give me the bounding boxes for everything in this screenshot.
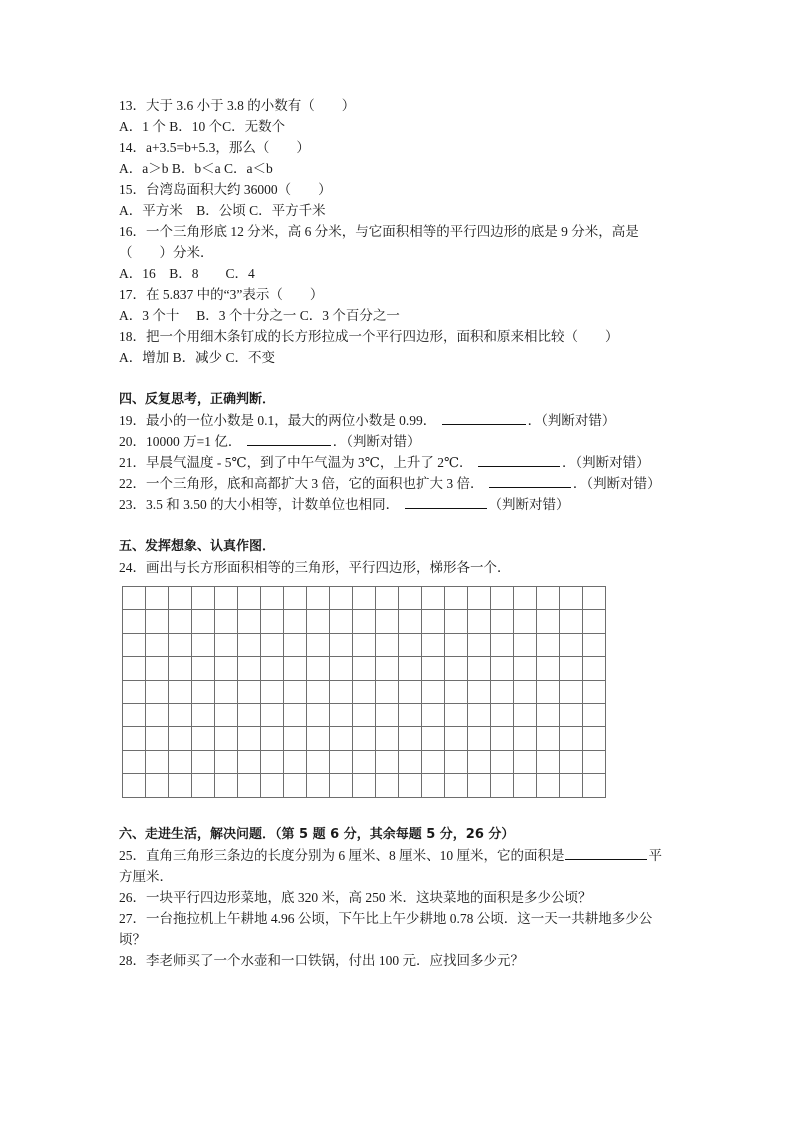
grid-cell[interactable] bbox=[376, 727, 399, 750]
question-13 bbox=[119, 95, 679, 137]
question-options: A．16 B．8 C．4 bbox=[119, 266, 255, 281]
grid-cell[interactable] bbox=[330, 610, 353, 633]
grid-cell[interactable] bbox=[537, 633, 560, 656]
grid-cell[interactable] bbox=[468, 703, 491, 726]
question-28: 28．李老师买了一个水壶和一口铁锅，付出 100 元．应找回多少元？ bbox=[119, 952, 524, 968]
grid-cell[interactable] bbox=[514, 680, 537, 703]
question-26: 26．一块平行四边形菜地，底 320 米，高 250 米．这块菜地的面积是多少公顷？ bbox=[119, 889, 592, 905]
grid-cell[interactable] bbox=[215, 657, 238, 680]
grid-row bbox=[123, 610, 606, 633]
grid-cell[interactable] bbox=[215, 727, 238, 750]
grid-cell[interactable] bbox=[422, 774, 445, 797]
question-options: A．a＞b B．b＜a C．a＜b bbox=[119, 161, 273, 176]
question-27-continued: 顷？ bbox=[119, 931, 146, 947]
grid-cell[interactable] bbox=[514, 727, 537, 750]
grid-cell[interactable] bbox=[514, 774, 537, 797]
question-24: 24．画出与长方形面积相等的三角形，平行四边形，梯形各一个． bbox=[119, 560, 511, 575]
grid-cell[interactable] bbox=[146, 727, 169, 750]
question-18 bbox=[119, 326, 679, 368]
question-27: 27．一台拖拉机上午耕地 4.96 公顷，下午比上午少耕地 0.78 公顷．这一天一共耕地多少公 bbox=[119, 910, 653, 926]
question-25-continued: 方厘米． bbox=[119, 868, 173, 884]
grid-cell[interactable] bbox=[169, 680, 192, 703]
grid-cell[interactable] bbox=[123, 727, 146, 750]
grid-cell[interactable] bbox=[399, 774, 422, 797]
grid-cell[interactable] bbox=[491, 587, 514, 610]
grid-cell[interactable] bbox=[445, 633, 468, 656]
grid-cell[interactable] bbox=[376, 587, 399, 610]
spacer bbox=[119, 368, 679, 389]
question-text: 20．10000 万=1 亿． bbox=[119, 434, 242, 449]
grid-row bbox=[123, 587, 606, 610]
grid-cell[interactable] bbox=[583, 774, 606, 797]
grid-cell[interactable] bbox=[353, 633, 376, 656]
grid-cell[interactable] bbox=[169, 587, 192, 610]
grid-cell[interactable] bbox=[307, 587, 330, 610]
grid-cell[interactable] bbox=[123, 750, 146, 773]
grid-cell[interactable] bbox=[169, 750, 192, 773]
grid-cell[interactable] bbox=[468, 610, 491, 633]
grid-cell[interactable] bbox=[560, 750, 583, 773]
grid-cell[interactable] bbox=[399, 680, 422, 703]
unit-text: 平 bbox=[648, 847, 662, 863]
question-stem: 15．台湾岛面积大约 36000（ ） bbox=[119, 182, 332, 197]
grid-cell[interactable] bbox=[422, 680, 445, 703]
spacer bbox=[119, 798, 679, 824]
grid-cell[interactable] bbox=[307, 703, 330, 726]
grid-cell[interactable] bbox=[399, 750, 422, 773]
grid-cell[interactable] bbox=[192, 587, 215, 610]
judge-suffix: ．（判断对错） bbox=[332, 434, 421, 449]
grid-cell[interactable] bbox=[353, 703, 376, 726]
question-14 bbox=[119, 137, 679, 179]
grid-cell[interactable] bbox=[537, 727, 560, 750]
grid-cell[interactable] bbox=[560, 633, 583, 656]
grid-cell[interactable] bbox=[353, 587, 376, 610]
question-options: A．3 个十 B．3 个十分之一 C．3 个百分之一 bbox=[119, 308, 400, 323]
grid-cell[interactable] bbox=[307, 750, 330, 773]
grid-cell[interactable] bbox=[399, 657, 422, 680]
grid-cell[interactable] bbox=[238, 587, 261, 610]
grid-cell[interactable] bbox=[376, 774, 399, 797]
grid-cell[interactable] bbox=[491, 727, 514, 750]
question-options: A．增加 B．减少 C．不变 bbox=[119, 350, 276, 365]
grid-cell[interactable] bbox=[399, 633, 422, 656]
grid-cell[interactable] bbox=[307, 633, 330, 656]
section-heading-4: 四、反复思考，正确判断． bbox=[119, 392, 276, 407]
grid-cell[interactable] bbox=[169, 703, 192, 726]
grid-cell[interactable] bbox=[169, 657, 192, 680]
grid-cell[interactable] bbox=[215, 750, 238, 773]
grid-row bbox=[123, 703, 606, 726]
grid-row bbox=[123, 774, 606, 797]
grid-cell[interactable] bbox=[192, 610, 215, 633]
grid-cell[interactable] bbox=[445, 703, 468, 726]
grid-cell[interactable] bbox=[169, 727, 192, 750]
question-text: 22．一个三角形，底和高都扩大 3 倍，它的面积也扩大 3 倍． bbox=[119, 476, 484, 491]
grid-cell[interactable] bbox=[330, 703, 353, 726]
grid-cell[interactable] bbox=[537, 750, 560, 773]
grid-cell[interactable] bbox=[537, 774, 560, 797]
grid-cell[interactable] bbox=[238, 680, 261, 703]
grid-cell[interactable] bbox=[146, 610, 169, 633]
grid-cell[interactable] bbox=[583, 680, 606, 703]
grid-cell[interactable] bbox=[284, 750, 307, 773]
question-20 bbox=[119, 431, 679, 452]
judge-suffix: （判断对错） bbox=[488, 497, 570, 512]
answer-blank[interactable] bbox=[489, 474, 571, 488]
grid-cell[interactable] bbox=[261, 587, 284, 610]
drawing-grid[interactable] bbox=[122, 586, 606, 798]
grid-row bbox=[123, 657, 606, 680]
grid-cell[interactable] bbox=[376, 633, 399, 656]
grid-cell[interactable] bbox=[537, 587, 560, 610]
grid-cell[interactable] bbox=[330, 587, 353, 610]
grid-cell[interactable] bbox=[445, 774, 468, 797]
grid-cell[interactable] bbox=[468, 587, 491, 610]
question-22 bbox=[119, 473, 679, 494]
grid-cell[interactable] bbox=[146, 680, 169, 703]
grid-cell[interactable] bbox=[583, 610, 606, 633]
grid-cell[interactable] bbox=[330, 727, 353, 750]
grid-cell[interactable] bbox=[353, 750, 376, 773]
grid-cell[interactable] bbox=[491, 657, 514, 680]
grid-cell[interactable] bbox=[261, 727, 284, 750]
grid-cell[interactable] bbox=[238, 703, 261, 726]
question-15 bbox=[119, 179, 679, 221]
grid-cell[interactable] bbox=[445, 750, 468, 773]
grid-row bbox=[123, 680, 606, 703]
grid-cell[interactable] bbox=[353, 727, 376, 750]
grid-cell[interactable] bbox=[445, 587, 468, 610]
grid-cell[interactable] bbox=[491, 610, 514, 633]
grid-cell[interactable] bbox=[560, 587, 583, 610]
grid-cell[interactable] bbox=[146, 774, 169, 797]
grid-cell[interactable] bbox=[261, 680, 284, 703]
grid-cell[interactable] bbox=[146, 587, 169, 610]
grid-cell[interactable] bbox=[445, 610, 468, 633]
grid-cell[interactable] bbox=[123, 633, 146, 656]
grid-cell[interactable] bbox=[491, 750, 514, 773]
grid-cell[interactable] bbox=[261, 703, 284, 726]
grid-cell[interactable] bbox=[330, 774, 353, 797]
grid-cell[interactable] bbox=[560, 703, 583, 726]
grid-cell[interactable] bbox=[422, 703, 445, 726]
grid-cell[interactable] bbox=[261, 750, 284, 773]
question-19 bbox=[119, 410, 679, 431]
grid-cell[interactable] bbox=[215, 680, 238, 703]
grid-cell[interactable] bbox=[353, 774, 376, 797]
grid-cell[interactable] bbox=[307, 610, 330, 633]
grid-cell[interactable] bbox=[468, 657, 491, 680]
grid-cell[interactable] bbox=[146, 750, 169, 773]
grid-cell[interactable] bbox=[215, 587, 238, 610]
grid-cell[interactable] bbox=[583, 703, 606, 726]
grid-cell[interactable] bbox=[307, 680, 330, 703]
grid-cell[interactable] bbox=[399, 610, 422, 633]
grid-cell[interactable] bbox=[560, 680, 583, 703]
grid-cell[interactable] bbox=[215, 774, 238, 797]
section-heading-5: 五、发挥想象、认真作图． bbox=[119, 539, 276, 554]
grid-cell[interactable] bbox=[537, 657, 560, 680]
answer-blank[interactable] bbox=[405, 495, 487, 509]
grid-cell[interactable] bbox=[353, 657, 376, 680]
question-stem-continued: （ ）分米． bbox=[119, 245, 214, 260]
grid-cell[interactable] bbox=[261, 774, 284, 797]
answer-blank[interactable] bbox=[247, 432, 331, 446]
grid-cell[interactable] bbox=[238, 610, 261, 633]
grid-cell[interactable] bbox=[422, 727, 445, 750]
grid-cell[interactable] bbox=[192, 703, 215, 726]
grid-cell[interactable] bbox=[307, 657, 330, 680]
grid-cell[interactable] bbox=[169, 633, 192, 656]
grid-cell[interactable] bbox=[192, 680, 215, 703]
grid-cell[interactable] bbox=[399, 587, 422, 610]
grid-cell[interactable] bbox=[284, 610, 307, 633]
answer-blank[interactable] bbox=[565, 846, 647, 860]
grid-cell[interactable] bbox=[330, 680, 353, 703]
grid-cell[interactable] bbox=[353, 680, 376, 703]
grid-cell[interactable] bbox=[284, 680, 307, 703]
grid-cell[interactable] bbox=[192, 633, 215, 656]
grid-cell[interactable] bbox=[376, 680, 399, 703]
grid-cell[interactable] bbox=[146, 703, 169, 726]
grid-cell[interactable] bbox=[583, 587, 606, 610]
grid-cell[interactable] bbox=[123, 774, 146, 797]
grid-cell[interactable] bbox=[307, 774, 330, 797]
judge-suffix: ．（判断对错） bbox=[572, 476, 661, 491]
grid-cell[interactable] bbox=[307, 727, 330, 750]
grid-cell[interactable] bbox=[123, 587, 146, 610]
grid-cell[interactable] bbox=[215, 610, 238, 633]
question-text: 23．3.5 和 3.50 的大小相等，计数单位也相同． bbox=[119, 497, 400, 512]
grid-cell[interactable] bbox=[261, 610, 284, 633]
grid-cell[interactable] bbox=[468, 633, 491, 656]
grid-cell[interactable] bbox=[330, 633, 353, 656]
grid-cell[interactable] bbox=[238, 750, 261, 773]
grid-cell[interactable] bbox=[583, 633, 606, 656]
answer-blank[interactable] bbox=[442, 411, 526, 425]
grid-cell[interactable] bbox=[376, 610, 399, 633]
grid-cell[interactable] bbox=[215, 703, 238, 726]
grid-cell[interactable] bbox=[284, 657, 307, 680]
grid-cell[interactable] bbox=[399, 703, 422, 726]
grid-cell[interactable] bbox=[445, 727, 468, 750]
grid-cell[interactable] bbox=[215, 633, 238, 656]
grid-cell[interactable] bbox=[537, 610, 560, 633]
grid-cell[interactable] bbox=[514, 750, 537, 773]
grid-cell[interactable] bbox=[261, 633, 284, 656]
grid-cell[interactable] bbox=[376, 703, 399, 726]
question-options: A．1 个 B．10 个C．无数个 bbox=[119, 119, 286, 134]
grid-cell[interactable] bbox=[445, 680, 468, 703]
grid-cell[interactable] bbox=[468, 774, 491, 797]
question-stem: 14．a+3.5=b+5.3，那么（ ） bbox=[119, 140, 310, 155]
question-text: 21．早晨气温度 - 5℃，到了中午气温为 3℃，上升了 2℃． bbox=[119, 455, 473, 470]
grid-cell[interactable] bbox=[422, 750, 445, 773]
grid-cell[interactable] bbox=[284, 633, 307, 656]
grid-cell[interactable] bbox=[376, 750, 399, 773]
grid-cell[interactable] bbox=[537, 680, 560, 703]
grid-cell[interactable] bbox=[330, 750, 353, 773]
question-stem: 18．把一个用细木条钉成的长方形拉成一个平行四边形，面积和原来相比较（ ） bbox=[119, 329, 619, 344]
grid-cell[interactable] bbox=[123, 657, 146, 680]
section-heading-6: 六、走进生活，解决问题．（第 5 题 6 分，其余每题 5 分，26 分） bbox=[119, 826, 515, 842]
grid-cell[interactable] bbox=[468, 750, 491, 773]
grid-cell[interactable] bbox=[560, 727, 583, 750]
grid-cell[interactable] bbox=[491, 703, 514, 726]
spacer bbox=[119, 515, 679, 536]
grid-cell[interactable] bbox=[422, 587, 445, 610]
grid-cell[interactable] bbox=[123, 610, 146, 633]
grid-cell[interactable] bbox=[146, 657, 169, 680]
judge-suffix: ．（判断对错） bbox=[527, 413, 616, 428]
grid-cell[interactable] bbox=[169, 774, 192, 797]
grid-cell[interactable] bbox=[192, 657, 215, 680]
grid-cell[interactable] bbox=[560, 657, 583, 680]
grid-cell[interactable] bbox=[583, 750, 606, 773]
grid-row bbox=[123, 727, 606, 750]
grid-cell[interactable] bbox=[330, 657, 353, 680]
grid-cell[interactable] bbox=[491, 633, 514, 656]
grid-cell[interactable] bbox=[238, 774, 261, 797]
judge-suffix: ．（判断对错） bbox=[561, 455, 650, 470]
grid-cell[interactable] bbox=[422, 633, 445, 656]
grid-cell[interactable] bbox=[146, 633, 169, 656]
question-text: 25．直角三角形三条边的长度分别为 6 厘米、8 厘米、10 厘米，它的面积是 bbox=[119, 847, 565, 863]
grid-cell[interactable] bbox=[169, 610, 192, 633]
grid-cell[interactable] bbox=[192, 750, 215, 773]
grid-cell[interactable] bbox=[560, 774, 583, 797]
grid-cell[interactable] bbox=[491, 680, 514, 703]
grid-cell[interactable] bbox=[284, 703, 307, 726]
grid-cell[interactable] bbox=[514, 657, 537, 680]
question-17 bbox=[119, 284, 679, 326]
question-16 bbox=[119, 221, 679, 284]
grid-cell[interactable] bbox=[123, 680, 146, 703]
grid-cell[interactable] bbox=[238, 727, 261, 750]
grid-cell[interactable] bbox=[583, 727, 606, 750]
grid-cell[interactable] bbox=[537, 703, 560, 726]
grid-cell[interactable] bbox=[284, 727, 307, 750]
grid-cell[interactable] bbox=[192, 727, 215, 750]
grid-cell[interactable] bbox=[238, 657, 261, 680]
grid-cell[interactable] bbox=[583, 657, 606, 680]
grid-cell[interactable] bbox=[123, 703, 146, 726]
question-stem: 13．大于 3.6 小于 3.8 的小数有（ ） bbox=[119, 98, 356, 113]
drawing-grid-container bbox=[122, 586, 679, 798]
grid-cell[interactable] bbox=[192, 774, 215, 797]
grid-cell[interactable] bbox=[514, 587, 537, 610]
grid-row bbox=[123, 633, 606, 656]
question-stem: 17．在 5.837 中的“3”表示（ ） bbox=[119, 287, 324, 302]
grid-cell[interactable] bbox=[353, 610, 376, 633]
grid-cell[interactable] bbox=[445, 657, 468, 680]
grid-cell[interactable] bbox=[238, 633, 261, 656]
grid-cell[interactable] bbox=[422, 657, 445, 680]
grid-cell[interactable] bbox=[514, 610, 537, 633]
worksheet-page bbox=[119, 95, 679, 971]
grid-cell[interactable] bbox=[560, 610, 583, 633]
question-text: 19．最小的一位小数是 0.1，最大的两位小数是 0.99． bbox=[119, 413, 437, 428]
grid-cell[interactable] bbox=[284, 587, 307, 610]
grid-cell[interactable] bbox=[422, 610, 445, 633]
question-23 bbox=[119, 494, 679, 515]
grid-cell[interactable] bbox=[514, 703, 537, 726]
answer-blank[interactable] bbox=[478, 453, 560, 467]
question-stem: 16．一个三角形底 12 分米，高 6 分米，与它面积相等的平行四边形的底是 9 分米，高是 bbox=[119, 224, 639, 239]
grid-cell[interactable] bbox=[376, 657, 399, 680]
grid-cell[interactable] bbox=[468, 727, 491, 750]
question-21 bbox=[119, 452, 679, 473]
grid-row bbox=[123, 750, 606, 773]
question-options: A．平方米 B．公顷 C．平方千米 bbox=[119, 203, 326, 218]
question-25 bbox=[119, 845, 679, 866]
grid-cell[interactable] bbox=[399, 727, 422, 750]
grid-cell[interactable] bbox=[491, 774, 514, 797]
grid-cell[interactable] bbox=[514, 633, 537, 656]
grid-cell[interactable] bbox=[261, 657, 284, 680]
grid-cell[interactable] bbox=[468, 680, 491, 703]
grid-cell[interactable] bbox=[284, 774, 307, 797]
